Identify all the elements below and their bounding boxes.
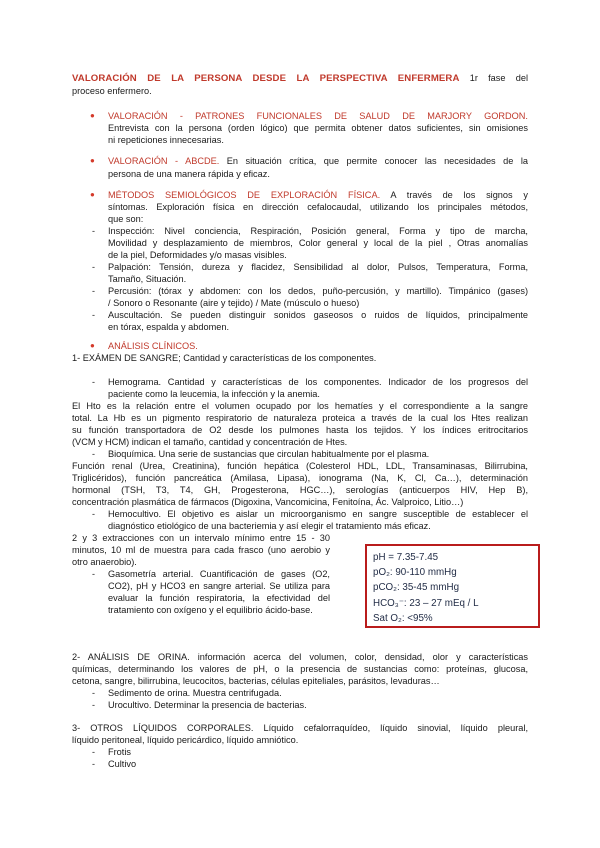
- funcion-line: Triglicéridos), función pancreática (Amilasa, Lipasa), ionograma (Na, K, Cl, Ca…), determinación: [72, 473, 528, 483]
- bullet-icon: ●: [90, 341, 95, 350]
- inspeccion-line: Inspección: Nivel conciencia, Respiración, Posición general, Forma y tipo de marcha,: [108, 226, 528, 236]
- reference-value: Sat O₂: <95%: [373, 612, 433, 624]
- document-title: [72, 72, 528, 85]
- metodos-line: que son:: [108, 214, 144, 224]
- extracciones-line: minutos, 10 ml de muestra para cada frasco (uno aerobio y: [72, 545, 330, 555]
- sangre-heading: 1- EXÁMEN DE SANGRE; Cantidad y características de los componentes.: [72, 353, 377, 363]
- bullet-icon: ●: [90, 111, 95, 120]
- reference-value: pCO₂: 35-45 mmHg: [373, 582, 460, 594]
- extracciones-line: otro anaerobio).: [72, 557, 137, 567]
- percusion-line: / Sonoro o Resonante (aire y tejido) / Mate (músculo o hueso): [108, 298, 360, 308]
- gasometria-reference-box: [365, 544, 540, 628]
- dash-icon: -: [92, 688, 95, 698]
- gasometria-line: Gasometría arterial. Cuantificación de gases (O2,: [108, 569, 330, 579]
- gasometria-line: CO2), pH y HCO3 en sangre arterial. Se utiliza para: [108, 581, 330, 591]
- title-line-2: proceso enfermero.: [72, 86, 152, 96]
- palpacion-line: Palpación: Tensión, dureza y flacidez, Sensibilidad al dolor, Pulsos, Temperatura, Forma,: [108, 262, 528, 272]
- dash-icon: -: [92, 310, 95, 320]
- hto-line: (VCM y HCM) indican el tamaño, cantidad y concentración de Htes.: [72, 437, 348, 447]
- extracciones-line: 2 y 3 extracciones con un intervalo mínimo entre 15 - 30: [72, 533, 330, 543]
- bullet-icon: ●: [90, 190, 95, 199]
- hemocultivo-line: Hemocultivo. El objetivo es aislar un microorganismo en sangre susceptible de establecer el: [108, 509, 528, 519]
- hemograma-line: paciente como la leucemia, la infección y la anemia.: [108, 389, 320, 399]
- dash-icon: -: [92, 700, 95, 710]
- metodos-line: síntomas. Exploración física en dirección cefalocaudal, utilizando los principales métodos,: [108, 202, 528, 212]
- dash-icon: -: [92, 226, 95, 236]
- dash-icon: -: [92, 449, 95, 459]
- hemograma-line: Hemograma. Cantidad y características de los componentes. Indicador de los progresos del: [108, 377, 528, 387]
- hto-line: su función transportadora de O2 desde los pulmones hasta los tejidos. Y los índices eritrocitarios: [72, 425, 528, 435]
- auscultacion-line: en tórax, espalda y abdomen.: [108, 322, 230, 332]
- valoracion-line: Entrevista con la persona (orden lógico) que permita obtener datos suficientes, sin omisiones: [108, 123, 528, 133]
- abcde-text: En situación crítica, que permite conocer las necesidades de la: [226, 156, 528, 166]
- metodos-heading: MÉTODOS SEMIOLÓGICOS DE EXPLORACIÓN FÍSICA.: [108, 190, 381, 200]
- metodos-line-1: [108, 189, 528, 201]
- dash-icon: -: [92, 509, 95, 519]
- auscultacion-line: Auscultación. Se pueden distinguir sonidos gaseosos o ruidos de líquidos, principalmente: [108, 310, 528, 320]
- title-suffix: 1r fase del: [469, 73, 528, 83]
- otros-item: Cultivo: [108, 759, 137, 769]
- otros-line: líquido peritoneal, líquido pericárdico, líquido amniótico.: [72, 735, 299, 745]
- bullet-icon: ●: [90, 156, 95, 165]
- abcde-heading: VALORACIÓN - ABCDE.: [108, 156, 220, 166]
- gasometria-line: tratamiento con oxígeno y el equilibrio ácido-base.: [108, 605, 313, 615]
- otros-line: 3- OTROS LÍQUIDOS CORPORALES. Líquido cefalorraquídeo, líquido sinovial, líquido pleural,: [72, 723, 528, 733]
- valoracion-heading: VALORACIÓN - PATRONES FUNCIONALES DE SALUD DE MARJORY GORDON.: [108, 111, 528, 121]
- dash-icon: -: [92, 747, 95, 757]
- abcde-line-1: [108, 155, 528, 167]
- dash-icon: -: [92, 759, 95, 769]
- orina-line: químicas, determinando los valores de pH, o la presencia de sustancias como: proteínas, glucosa,: [72, 664, 528, 674]
- palpacion-line: Tamaño, Situación.: [108, 274, 187, 284]
- funcion-line: Función renal (Urea, Creatinina), función hepática (Colesterol HDL, LDL, Transaminasas, Bilirrubina,: [72, 461, 528, 471]
- metodos-text: A través de los signos y: [390, 190, 528, 200]
- title-heading: VALORACIÓN DE LA PERSONA DESDE LA PERSPECTIVA ENFERMERA: [72, 73, 460, 84]
- analisis-heading: ANÁLISIS CLÍNICOS.: [108, 341, 198, 351]
- otros-item: Frotis: [108, 747, 131, 757]
- valoracion-line: ni repeticiones innecesarias.: [108, 135, 224, 145]
- hto-line: total. La Hb es un pigmento respiratorio de naturaleza proteica a través de la cual los Htes realizan: [72, 413, 528, 423]
- funcion-line: concentración plasmática de fármacos (Digoxina, Vancomicina, Fenitoína, Ác. Valproico, Litio…): [72, 497, 464, 507]
- reference-value: pH = 7.35-7.45: [373, 552, 439, 563]
- gasometria-line: evaluar la función respiratoria, la efectividad del: [108, 593, 330, 603]
- dash-icon: -: [92, 262, 95, 272]
- hemocultivo-line: diagnóstico etiológico de una bacteriemia y así elegir el tratamiento más eficaz.: [108, 521, 431, 531]
- dash-icon: -: [92, 286, 95, 296]
- orina-item: Urocultivo. Determinar la presencia de bacterias.: [108, 700, 307, 710]
- funcion-line: hormonal (TSH, T3, T4, GH, Progesterona, HGC…), serologías (anticuerpos HIV, Hep B),: [72, 485, 528, 495]
- percusion-line: Percusión: (tórax y abdomen: con los dedos, puño-percusión, y martillo). Timpánico (gases): [108, 286, 528, 296]
- dash-icon: -: [92, 377, 95, 387]
- reference-value: pO₂: 90-110 mmHg: [373, 567, 457, 579]
- orina-line: cetona, sangre, bilirrubina, leucocitos, bacterias, células epiteliales, parásitos, levaduras…: [72, 676, 440, 686]
- inspeccion-line: de la piel, Deformidades y/o masas visibles.: [108, 250, 287, 260]
- orina-line: 2- ANÁLISIS DE ORINA. información acerca del volumen, color, densidad, olor y características: [72, 652, 528, 662]
- reference-value: HCO₃⁻: 23 – 27 mEq / L: [373, 597, 479, 609]
- abcde-line-2: persona de una manera rápida y eficaz.: [108, 169, 270, 179]
- dash-icon: -: [92, 569, 95, 579]
- inspeccion-line: Movilidad y desplazamiento de miembros, Color general y local de la piel , Otras anomalías: [108, 238, 528, 248]
- bioquimica-line: Bioquímica. Una serie de sustancias que circulan habitualmente por el plasma.: [108, 449, 430, 459]
- orina-item: Sedimento de orina. Muestra centrifugada.: [108, 688, 282, 698]
- hto-line: El Hto es la relación entre el volumen ocupado por los hematíes y el correspondiente a la sangre: [72, 401, 528, 411]
